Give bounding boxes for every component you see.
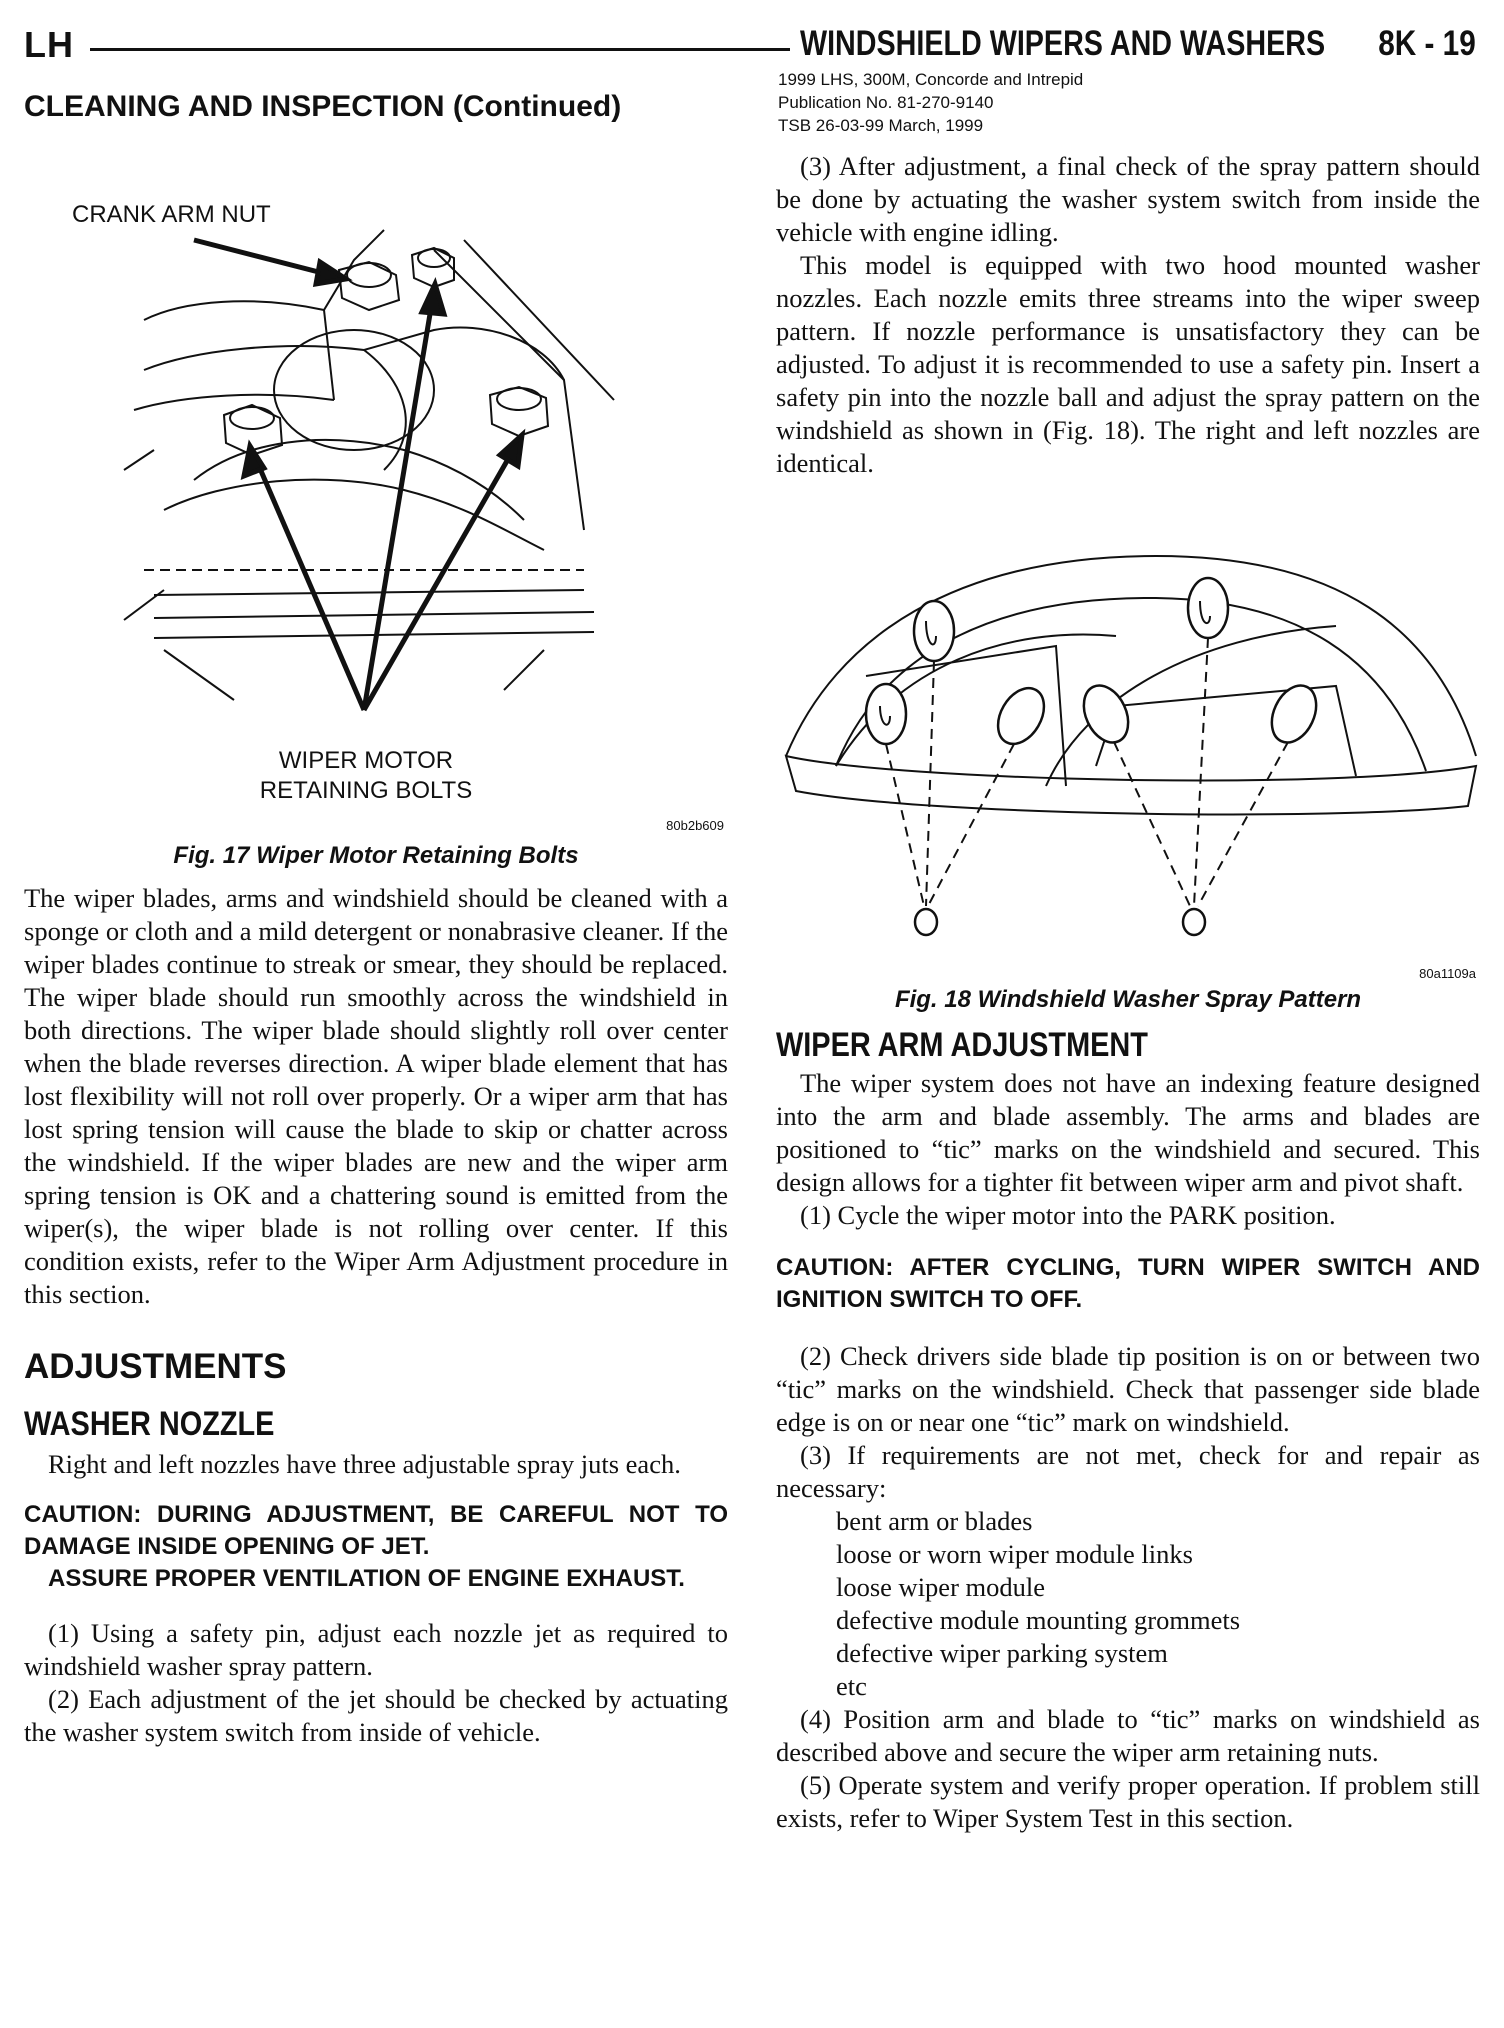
washer-step-1: (1) Using a safety pin, adjust each nozzle jet as required to windshield washer spray pattern.	[24, 1618, 728, 1681]
adjustments-heading: ADJUSTMENTS	[24, 1347, 287, 1386]
figure-17	[24, 150, 728, 840]
list-item: loose or worn wiper module links	[836, 1539, 1193, 1569]
list-item: defective wiper parking system	[836, 1638, 1168, 1668]
header-title: WINDSHIELD WIPERS AND WASHERS	[800, 24, 1326, 63]
wiper-arm-adjustment-heading: WIPER ARM ADJUSTMENT	[776, 1026, 1148, 1064]
list-item: loose wiper module	[836, 1572, 1046, 1602]
publication-line-models: 1999 LHS, 300M, Concorde and Intrepid	[778, 70, 1084, 89]
figure-17-caption: Fig. 17 Wiper Motor Retaining Bolts	[173, 842, 579, 869]
label-wiper-motor: WIPER MOTOR	[278, 747, 454, 774]
page-number: 8K - 19	[1378, 24, 1476, 63]
publication-info	[778, 68, 1083, 137]
arm-step-2: (2) Check drivers side blade tip position is on or between two “tic” marks on the windshield. Check that passenger side blade edge is on or near one “tic” mark on windshield.	[776, 1341, 1480, 1437]
publication-line-number: Publication No. 81-270-9140	[778, 93, 994, 112]
figure-18	[776, 516, 1480, 986]
header-rule	[90, 48, 790, 51]
header-section-code: LH	[24, 24, 74, 65]
caution-ventilation: ASSURE PROPER VENTILATION OF ENGINE EXHAUST.	[48, 1565, 685, 1592]
section-continued-heading: CLEANING AND INSPECTION (Continued)	[24, 90, 622, 123]
caution-jet-opening: CAUTION: DURING ADJUSTMENT, BE CAREFUL NOT TO DAMAGE INSIDE OPENING OF JET.	[24, 1501, 728, 1560]
nozzle-model-paragraph: This model is equipped with two hood mounted washer nozzles. Each nozzle emits three streams into the wiper sweep pattern. If nozzle performance is unsatisfactory they can be adjusted. To adjust it is recommended to use a safety pin. Insert a safety pin into the nozzle ball and adjust the spray pattern on the windshield as shown in (Fig. 18). The right and left nozzles are identical.	[776, 250, 1480, 478]
figure-18-id: 80a1109a	[1419, 966, 1476, 981]
repair-list	[776, 1505, 1480, 1703]
label-crank-arm-nut: CRANK ARM NUT	[72, 201, 271, 228]
figure-17-id: 80b2b609	[666, 818, 724, 833]
wiper-motor-bolts-illustration	[24, 150, 728, 840]
list-item: bent arm or blades	[836, 1506, 1033, 1536]
washer-step-2: (2) Each adjustment of the jet should be checked by actuating the washer system switch from inside of vehicle.	[24, 1684, 728, 1747]
washer-intro: Right and left nozzles have three adjustable spray juts each.	[48, 1449, 681, 1479]
left-column	[24, 150, 728, 1749]
arm-step-1: (1) Cycle the wiper motor into the PARK position.	[800, 1200, 1336, 1230]
list-item: defective module mounting grommets	[836, 1605, 1241, 1635]
cleaning-paragraph: The wiper blades, arms and windshield should be cleaned with a sponge or cloth and a mild detergent or nonabrasive cleaner. If the wiper blades continue to streak or smear, they should be replaced. The wiper blade should run smoothly across the windshield in both directions. The wiper blade should slightly roll over center when the blade reverses direction. A wiper blade element that has lost flexibility will not roll over properly. Or a wiper arm that has lost spring tension will cause the blade to skip or chatter across the windshield. If the wiper blades are new and the wiper arm spring tension is OK and a chattering sound is emitted from the wiper(s), the wiper blade is not rolling over center. If this condition exists, refer to the Wiper Arm Adjustment procedure in this section.	[24, 883, 728, 1309]
label-retaining-bolts: RETAINING BOLTS	[259, 777, 473, 804]
washer-spray-pattern-illustration	[776, 516, 1480, 986]
arm-step-5: (5) Operate system and verify proper operation. If problem still exists, refer to Wiper System Test in this section.	[776, 1770, 1480, 1833]
caution-switch-off: CAUTION: AFTER CYCLING, TURN WIPER SWITCH AND IGNITION SWITCH TO OFF.	[776, 1254, 1480, 1313]
washer-step-3: (3) After adjustment, a final check of the spray pattern should be done by actuating the washer system switch from inside the vehicle with engine idling.	[776, 151, 1480, 247]
list-item: etc	[836, 1671, 867, 1701]
figure-18-caption: Fig. 18 Windshield Washer Spray Pattern	[894, 986, 1362, 1013]
arm-step-4: (4) Position arm and blade to “tic” marks on windshield as described above and secure the wiper arm retaining nuts.	[776, 1704, 1480, 1767]
arm-step-3: (3) If requirements are not met, check for and repair as necessary:	[776, 1440, 1480, 1503]
right-column	[776, 150, 1480, 1835]
publication-line-tsb: TSB 26-03-99 March, 1999	[778, 116, 984, 135]
washer-nozzle-heading: WASHER NOZZLE	[24, 1405, 275, 1443]
wiper-arm-paragraph: The wiper system does not have an indexing feature designed into the arm and blade assembly. The arms and blades are positioned to “tic” marks on the windshield and secured. This design allows for a tighter fit between wiper arm and pivot shaft.	[776, 1068, 1480, 1197]
